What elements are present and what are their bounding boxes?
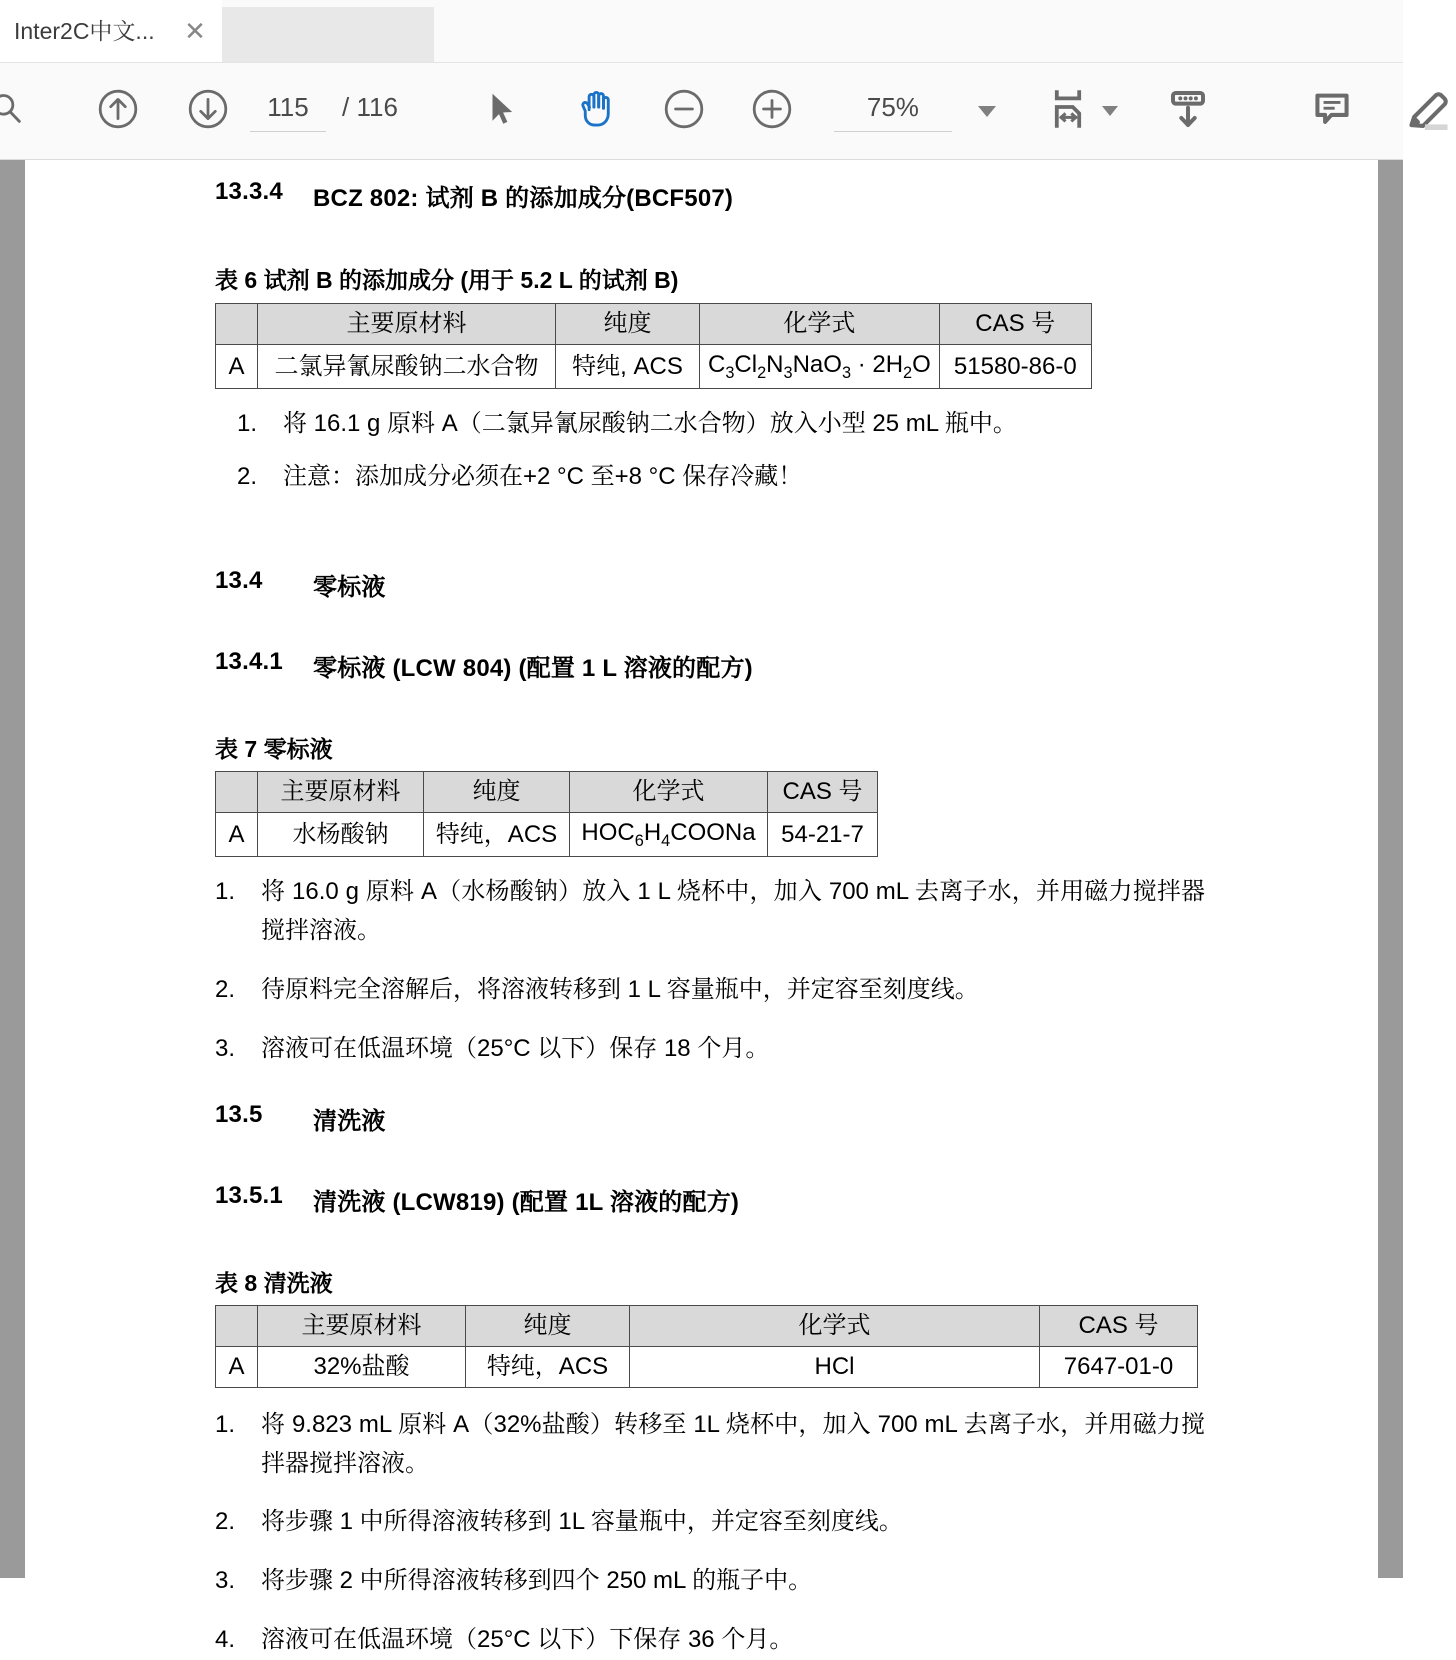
save-download-icon	[1163, 84, 1213, 139]
table8-cell-formula: HCl	[630, 1346, 1040, 1387]
table6-header-formula: 化学式	[700, 304, 940, 345]
step-text: 溶液可在低温环境（25°C 以下）保存 18 个月。	[261, 1034, 770, 1062]
vertical-scrollbar[interactable]	[1378, 160, 1403, 1578]
list-item	[215, 405, 1215, 444]
close-icon[interactable]: ✕	[184, 16, 206, 46]
pdf-viewer[interactable]	[0, 160, 1403, 1654]
table6-header-cas: CAS 号	[939, 304, 1091, 345]
heading-13-5-1-title: 清洗液 (LCW819) (配置 1L 溶液的配方)	[313, 1188, 740, 1216]
list-item	[215, 1562, 1205, 1601]
step-marker: 2.	[215, 975, 236, 1003]
zoom-level-input[interactable]	[834, 91, 952, 132]
cursor-arrow-icon	[483, 90, 521, 133]
browser-tab-active[interactable]	[0, 0, 222, 62]
scrollbar-thumb[interactable]	[1378, 160, 1403, 1578]
table8-header-cas: CAS 号	[1040, 1305, 1198, 1346]
pdf-page	[25, 160, 1378, 1654]
table7-cell-formula: $HOC_6H_4COONa$	[570, 812, 768, 856]
step-text: 将步骤 2 中所得溶液转移到四个 250 mL 的瓶子中。	[261, 1567, 813, 1595]
table-row	[216, 1346, 1198, 1387]
fit-page-chevron-down-icon[interactable]	[1102, 106, 1118, 116]
heading-13-4-title: 零标液	[313, 573, 386, 601]
list-item	[215, 458, 1215, 497]
hand-icon	[573, 86, 619, 137]
heading-13-3-4	[215, 178, 1215, 213]
step-marker: 3.	[215, 1567, 236, 1595]
step-marker: 2.	[215, 1508, 236, 1536]
page-navigation	[250, 91, 398, 132]
table7-cell-material: 水杨酸钠	[258, 812, 424, 856]
table7-cell-purity: 特纯，ACS	[424, 812, 570, 856]
table6	[215, 303, 1092, 389]
table8-header-formula: 化学式	[630, 1305, 1040, 1346]
plus-circle-icon	[749, 86, 795, 137]
table6-cell-purity: 特纯, ACS	[556, 345, 700, 389]
table7-header-row	[216, 771, 878, 812]
table6-cell-cas: 51580-86-0	[939, 345, 1091, 389]
zoom-out-button[interactable]	[656, 75, 712, 147]
table8-header-purity: 纯度	[466, 1305, 630, 1346]
highlight-button[interactable]	[1400, 75, 1456, 147]
heading-13-5-title: 清洗液	[313, 1107, 386, 1135]
step-text: 将 16.0 g 原料 A（水杨酸钠）放入 1 L 烧杯中，加入 700 mL 去离子水，并用磁力搅拌器搅拌溶液。	[261, 878, 1205, 944]
step-marker: 1.	[215, 878, 236, 906]
steps-13-5-1	[215, 1406, 1205, 1660]
step-marker: 3.	[215, 1034, 236, 1062]
fit-page-width-icon	[1044, 85, 1092, 138]
table6-header-purity: 纯度	[556, 304, 700, 345]
table8-header-material: 主要原材料	[258, 1305, 466, 1346]
step-text: 将 9.823 mL 原料 A（32%盐酸）转移至 1L 烧杯中，加入 700 mL 去离子水，并用磁力搅拌器搅拌溶液。	[261, 1410, 1205, 1477]
table7-header-index	[216, 771, 258, 812]
heading-13-4-1-title: 零标液 (LCW 804) (配置 1 L 溶液的配方)	[313, 654, 753, 682]
step-text: 待原料完全溶解后，将溶液转移到 1 L 容量瓶中，并定容至刻度线。	[261, 975, 979, 1003]
table6-cell-formula: $C_3Cl_2N_3NaO_3 \cdot 2H_2O$	[700, 345, 940, 389]
download-button[interactable]	[1160, 75, 1216, 147]
table-row	[216, 812, 878, 856]
fit-page-width-button[interactable]	[1040, 75, 1096, 147]
comment-button[interactable]	[1304, 75, 1360, 147]
table8-cell-index: A	[216, 1346, 258, 1387]
arrow-up-circle-icon	[95, 86, 141, 137]
previous-page-button[interactable]	[90, 75, 146, 147]
step-text: 将 16.1 g 原料 A（二氯异氰尿酸钠二水合物）放入小型 25 mL 瓶中。	[283, 410, 1017, 438]
table6-caption: 表 6 试剂 B 的添加成分 (用于 5.2 L 的试剂 B)	[215, 267, 679, 293]
heading-13-3-4-title: BCZ 802: 试剂 B 的添加成分(BCF507)	[313, 185, 734, 212]
heading-13-4-1-number: 13.4.1	[215, 647, 283, 675]
table7-cell-index: A	[216, 812, 258, 856]
table6-header-material: 主要原材料	[258, 304, 556, 345]
step-text: 溶液可在低温环境（25°C 以下）下保存 36 个月。	[261, 1626, 794, 1654]
highlighter-pen-icon	[1402, 83, 1454, 140]
heading-13-5-1-number: 13.5.1	[215, 1181, 283, 1209]
table7	[215, 771, 878, 857]
table8-cell-material: 32%盐酸	[258, 1346, 466, 1387]
search-icon	[0, 89, 26, 134]
table7-cell-cas: 54-21-7	[768, 812, 878, 856]
page-number-input[interactable]	[250, 91, 326, 132]
minus-circle-icon	[661, 86, 707, 137]
pdf-toolbar	[0, 62, 1403, 160]
table7-header-cas: CAS 号	[768, 771, 878, 812]
table7-caption: 表 7 零标液	[215, 735, 333, 762]
heading-13-4-number: 13.4	[215, 566, 263, 594]
select-tool-button[interactable]	[474, 75, 530, 147]
table8-cell-purity: 特纯，ACS	[466, 1346, 630, 1387]
page-total-label: / 116	[342, 91, 398, 122]
heading-13-5-1	[215, 1182, 1215, 1217]
arrow-down-circle-icon	[185, 86, 231, 137]
step-text: 注意：添加成分必须在+2 °C 至+8 °C 保存冷藏！	[283, 463, 803, 491]
list-item	[215, 971, 1205, 1010]
table6-cell-material: 二氯异氰尿酸钠二水合物	[258, 345, 556, 389]
table7-header-material: 主要原材料	[258, 771, 424, 812]
list-item	[215, 1621, 1205, 1660]
table6-header-row	[216, 304, 1092, 345]
list-item	[215, 1030, 1205, 1069]
search-button[interactable]	[0, 75, 34, 147]
steps-13-3-4	[215, 405, 1215, 497]
tab-placeholder	[222, 7, 434, 62]
list-item	[215, 873, 1205, 951]
table8-caption: 表 8 清洗液	[215, 1269, 333, 1296]
heading-13-4	[215, 567, 1215, 602]
table8-header-row	[216, 1305, 1198, 1346]
table8-header-index	[216, 1305, 258, 1346]
table-row	[216, 345, 1092, 389]
tab-strip-empty-area	[222, 0, 1403, 62]
hand-tool-button[interactable]	[568, 75, 624, 147]
heading-13-5-number: 13.5	[215, 1100, 263, 1128]
step-text: 将步骤 1 中所得溶液转移到 1L 容量瓶中，并定容至刻度线。	[261, 1508, 903, 1536]
step-marker: 2.	[237, 463, 258, 491]
step-marker: 1.	[237, 410, 258, 438]
heading-13-4-1	[215, 648, 1215, 683]
tab-strip	[0, 0, 1403, 62]
zoom-in-button[interactable]	[744, 75, 800, 147]
heading-13-3-4-number: 13.3.4	[215, 178, 283, 205]
table7-header-purity: 纯度	[424, 771, 570, 812]
tab-title: Inter2C中文...	[14, 17, 155, 44]
step-marker: 1.	[215, 1410, 236, 1438]
next-page-button[interactable]	[180, 75, 236, 147]
table8-cell-cas: 7647-01-0	[1040, 1346, 1198, 1387]
chevron-down-icon[interactable]	[978, 106, 996, 117]
list-item	[215, 1503, 1205, 1542]
table8	[215, 1305, 1198, 1388]
heading-13-5	[215, 1101, 1215, 1136]
table6-cell-index: A	[216, 345, 258, 389]
table6-header-index	[216, 304, 258, 345]
table7-header-formula: 化学式	[570, 771, 768, 812]
step-marker: 4.	[215, 1626, 236, 1654]
steps-13-4-1	[215, 873, 1205, 1069]
comment-bubble-icon	[1309, 86, 1355, 137]
zoom-level-control	[834, 91, 996, 132]
document-content	[215, 170, 1215, 1660]
list-item	[215, 1406, 1205, 1484]
